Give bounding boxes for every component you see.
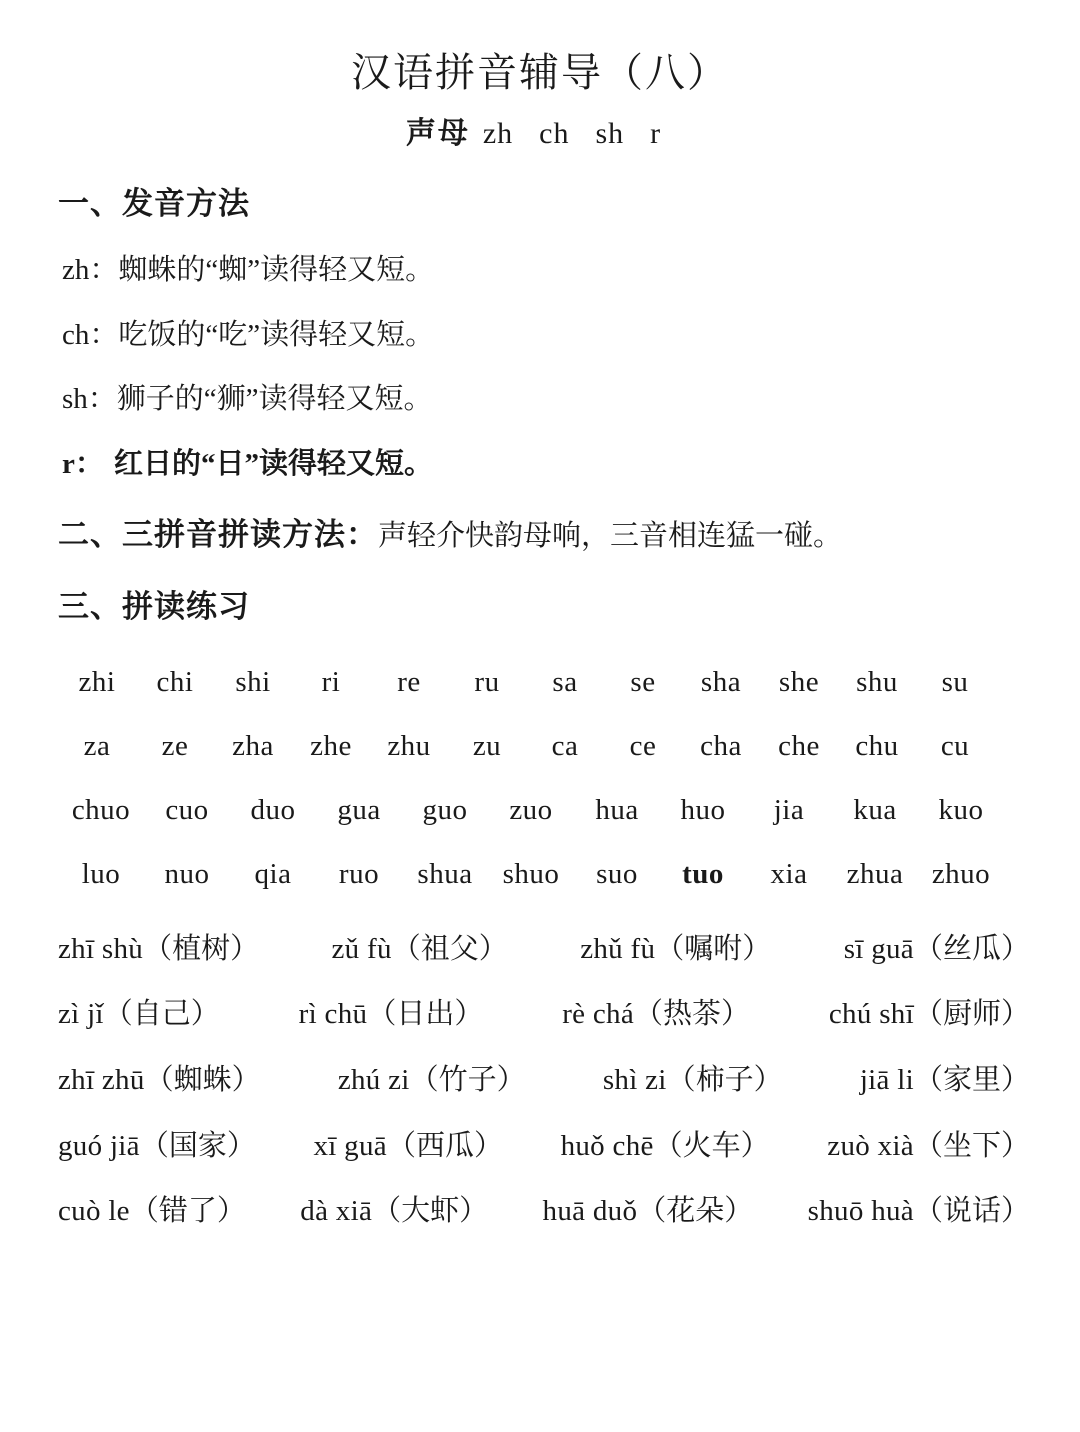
word-pinyin: rì chū [298, 998, 368, 1031]
word-item [829, 996, 1030, 1034]
syllable-se: se [630, 665, 656, 698]
subtitle-initial-ch: ch [539, 117, 570, 150]
syllable-zhu: zhu [387, 729, 431, 762]
syllable-zhua: zhua [846, 858, 904, 891]
subtitle-initial-r: r [650, 117, 662, 150]
word-hanzi: （西瓜） [386, 1129, 503, 1162]
word-item [58, 1128, 256, 1166]
section-heading-pronunciation: 一、发音方法 [58, 186, 250, 221]
pronunciation-initial: sh： [62, 383, 117, 416]
syllable-ce: ce [629, 729, 657, 762]
pronunciation-line [44, 290, 1036, 355]
word-item [603, 1062, 783, 1100]
word-pinyin: jiā li [859, 1063, 914, 1096]
word-hanzi: （说话） [913, 1195, 1030, 1228]
word-hanzi: （蜘蛛） [144, 1063, 261, 1096]
syllable-duo: duo [250, 794, 296, 827]
pronunciation-description: 红日的“日”读得轻又短。 [114, 447, 434, 480]
syllable-za: za [83, 729, 111, 762]
word-hanzi: （厨师） [913, 998, 1030, 1031]
word-pinyin: sī guā [843, 932, 914, 965]
syllable-gua: gua [337, 794, 381, 827]
syllable-huo: huo [680, 794, 726, 827]
word-item [58, 1062, 261, 1100]
syllable-zhuo: zhuo [931, 858, 991, 891]
word-item [860, 1062, 1030, 1100]
word-item [300, 1193, 488, 1231]
syllable-cuo: cuo [165, 794, 209, 827]
subtitle-label: 声母 [405, 117, 470, 150]
syllable-zuo: zuo [509, 794, 553, 827]
word-item [58, 931, 259, 969]
word-hanzi: （自己） [103, 998, 220, 1031]
word-pinyin: zhī shù [58, 932, 144, 965]
word-hanzi: （竹子） [409, 1063, 526, 1096]
word-pinyin: dà xiā [300, 1195, 373, 1228]
page-title: 汉语拼音辅导（八） [351, 50, 729, 95]
pronunciation-list [44, 225, 1036, 484]
word-hanzi: （国家） [139, 1129, 256, 1162]
word-item [58, 996, 220, 1034]
word-row [44, 1179, 1036, 1245]
syllable-zu: zu [472, 729, 502, 762]
word-hanzi: （热茶） [634, 998, 751, 1031]
word-row [44, 917, 1036, 983]
section-two-label: 二、三拼音拼读方法： [58, 516, 378, 552]
syllable-guo: guo [422, 794, 468, 827]
word-pinyin: shuō huà [807, 1195, 914, 1228]
word-pinyin: rè chá [562, 998, 635, 1031]
word-row [44, 982, 1036, 1048]
syllable-she: she [778, 665, 820, 698]
syllable-suo: suo [596, 858, 638, 891]
word-pinyin: chú shī [828, 998, 914, 1031]
section-two-note: 声轻介快韵母响，三音相连猛一碰。 [378, 519, 843, 552]
syllable-row [44, 842, 1036, 906]
word-hanzi: （花朵） [637, 1195, 754, 1228]
word-item [58, 1193, 246, 1231]
pronunciation-line [44, 225, 1036, 290]
pronunciation-initial: ch： [62, 318, 119, 351]
word-hanzi: （错了） [129, 1195, 246, 1228]
word-pinyin: zhǔ fù [580, 932, 656, 965]
syllable-shuo: shuo [502, 858, 560, 891]
syllable-sa: sa [552, 665, 578, 698]
syllable-chuo: chuo [71, 794, 131, 827]
syllable-zhi: zhi [78, 665, 116, 698]
word-hanzi: （日出） [367, 998, 484, 1031]
syllable-xia: xia [770, 858, 808, 891]
syllable-row [44, 714, 1036, 778]
syllable-ruo: ruo [338, 858, 380, 891]
word-item [543, 1193, 754, 1231]
word-hanzi: （火车） [653, 1129, 770, 1162]
word-item [332, 931, 508, 969]
section-heading-three-part-spelling [44, 484, 1036, 556]
word-pinyin: zhú zi [337, 1063, 410, 1096]
syllable-chu: chu [855, 729, 899, 762]
syllable-luo: luo [81, 858, 121, 891]
word-hanzi: （家里） [913, 1063, 1030, 1096]
word-hanzi: （坐下） [913, 1129, 1030, 1162]
syllable-row [44, 650, 1036, 714]
syllable-ru: ru [474, 665, 500, 698]
syllable-row [44, 778, 1036, 842]
word-hanzi: （丝瓜） [913, 932, 1030, 965]
syllable-zhe: zhe [310, 729, 352, 762]
syllable-qia: qia [254, 858, 292, 891]
word-pinyin: zǔ fù [331, 932, 392, 965]
word-pinyin: zhī zhū [58, 1063, 145, 1096]
word-item [338, 1062, 526, 1100]
syllable-ri: ri [321, 665, 341, 698]
word-item [844, 931, 1030, 969]
word-pinyin: shì zi [602, 1063, 667, 1096]
syllable-che: che [778, 729, 820, 762]
syllable-shua: shua [417, 858, 473, 891]
word-item [808, 1193, 1030, 1231]
pronunciation-description: 吃饭的“吃”读得轻又短。 [118, 318, 435, 351]
syllable-nuo: nuo [164, 858, 210, 891]
syllable-re: re [397, 665, 421, 698]
word-hanzi: （祖父） [391, 932, 508, 965]
syllable-zha: zha [232, 729, 274, 762]
word-pinyin: xī guā [313, 1129, 387, 1162]
syllable-sha: sha [700, 665, 742, 698]
syllable-kuo: kuo [938, 794, 984, 827]
word-item [561, 1128, 770, 1166]
word-pinyin: huā duǒ [542, 1195, 638, 1228]
word-pinyin: cuò le [58, 1195, 130, 1228]
page-subtitle [44, 98, 1036, 153]
word-hanzi: （大虾） [372, 1195, 489, 1228]
pronunciation-description: 狮子的“狮”读得轻又短。 [116, 383, 433, 416]
word-pinyin: huǒ chē [560, 1129, 654, 1162]
syllable-jia: jia [773, 794, 805, 827]
subtitle-initial-sh: sh [595, 117, 625, 150]
syllable-practice-grid [44, 628, 1036, 907]
pronunciation-line [44, 354, 1036, 419]
syllable-cu: cu [940, 729, 970, 762]
syllable-shu: shu [856, 665, 898, 698]
syllable-su: su [941, 665, 969, 698]
word-item [562, 996, 750, 1034]
pronunciation-initial: r： [62, 447, 104, 480]
syllable-hua: hua [595, 794, 639, 827]
syllable-kua: kua [853, 794, 897, 827]
word-pinyin: zì jǐ [58, 998, 104, 1031]
syllable-tuo: tuo [682, 858, 724, 891]
word-item [580, 931, 771, 969]
pronunciation-line [44, 419, 1036, 484]
word-hanzi: （植树） [143, 932, 260, 965]
syllable-ca: ca [551, 729, 579, 762]
subtitle-initial-zh: zh [482, 117, 514, 150]
pronunciation-initial: zh： [62, 253, 119, 286]
word-row [44, 1114, 1036, 1180]
syllable-ze: ze [161, 729, 189, 762]
subtitle-initials [470, 117, 674, 150]
word-item [827, 1128, 1030, 1166]
syllable-chi: chi [156, 665, 194, 698]
word-pinyin: guó jiā [58, 1129, 140, 1162]
word-pinyin: zuò xià [827, 1129, 914, 1162]
word-practice-list [44, 907, 1036, 1245]
syllable-shi: shi [235, 665, 271, 698]
section-heading-spelling-practice: 三、拼读练习 [58, 588, 250, 624]
word-item [299, 996, 484, 1034]
word-item [313, 1128, 503, 1166]
word-row [44, 1048, 1036, 1114]
word-hanzi: （柿子） [666, 1063, 783, 1096]
word-hanzi: （嘱咐） [655, 932, 772, 965]
syllable-cha: cha [700, 729, 742, 762]
pronunciation-description: 蜘蛛的“蜘”读得轻又短。 [118, 253, 435, 286]
